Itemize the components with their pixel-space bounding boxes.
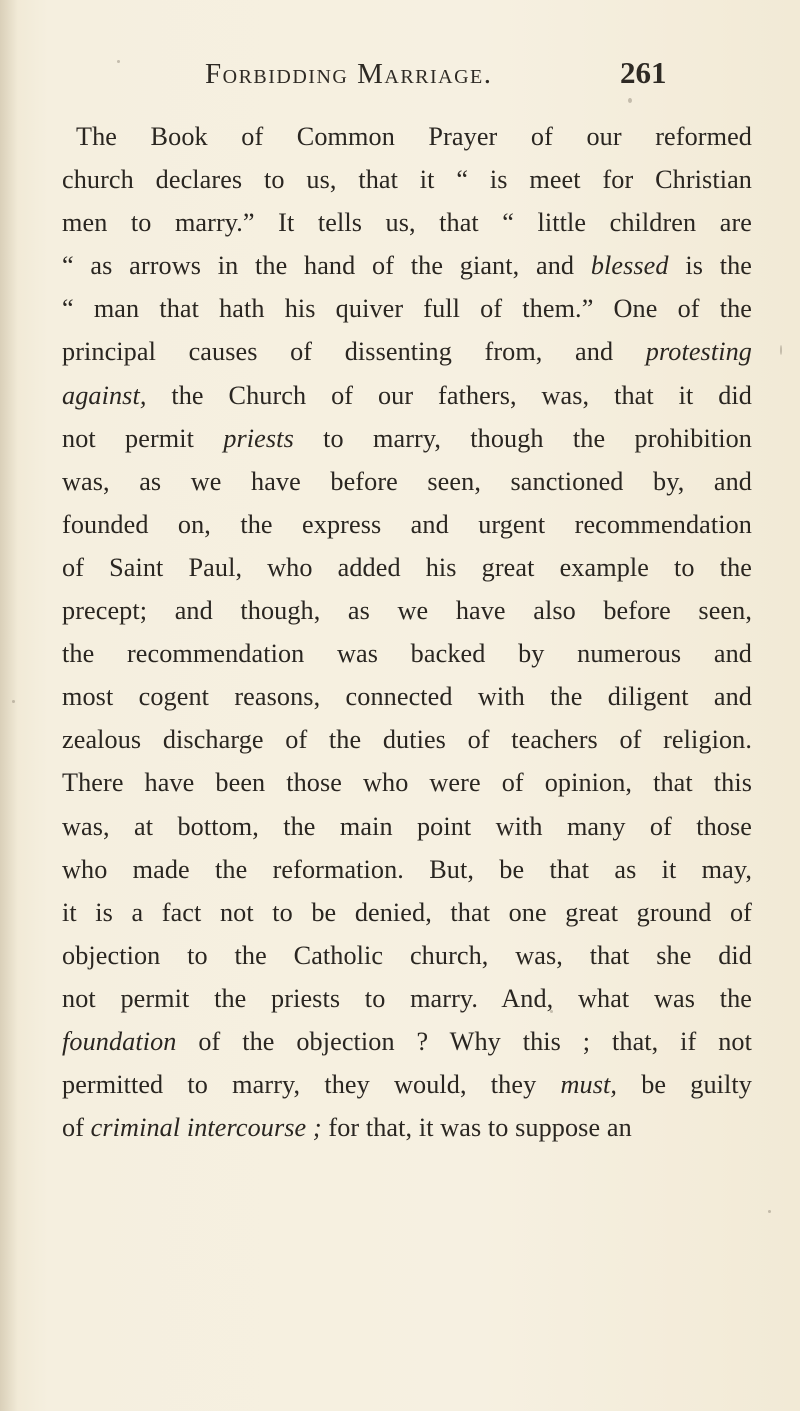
text-segment: it is a fact not to be denied, that one great ground of: [62, 897, 752, 927]
text-line: [62, 891, 752, 934]
text-line: [62, 201, 752, 244]
paper-speck: [117, 60, 120, 63]
italic-text: against,: [62, 380, 147, 410]
text-line: [62, 374, 752, 417]
text-segment: permitted to marry, they would, they: [62, 1070, 561, 1100]
text-line: [62, 848, 752, 891]
text-segment: to marry, though the prohibition: [293, 423, 752, 453]
text-line: [62, 589, 752, 632]
paper-speck: [550, 1010, 553, 1013]
text-segment: of Saint Paul, who added his great example to the: [62, 552, 752, 582]
italic-text: foundation: [62, 1026, 177, 1056]
text-line: [62, 761, 752, 804]
text-segment: principal causes of dissenting from, and: [62, 337, 646, 367]
text-segment: not permit the priests to marry. And, what was the: [62, 983, 752, 1013]
text-segment: was, as we have before seen, sanctioned by, and: [62, 466, 752, 496]
text-line: [62, 1106, 752, 1149]
text-line: [62, 287, 752, 330]
text-segment: not permit: [62, 423, 224, 453]
text-line: [62, 503, 752, 546]
text-line: [62, 115, 752, 158]
text-line: [62, 460, 752, 503]
text-segment: is the: [668, 251, 752, 281]
text-line: [62, 330, 752, 373]
text-segment: for that, it was to suppose an: [321, 1113, 632, 1143]
text-segment: the Church of our fathers, was, that it did: [146, 380, 752, 410]
text-segment: “ as arrows in the hand of the giant, and: [62, 251, 591, 281]
text-line: [62, 675, 752, 718]
italic-text: must,: [560, 1070, 618, 1100]
text-segment: founded on, the express and urgent recommendation: [62, 509, 752, 539]
text-segment: There have been those who were of opinion, that this: [62, 768, 752, 798]
text-segment: church declares to us, that it “ is meet for Christian: [62, 165, 752, 195]
italic-text: criminal intercourse ;: [90, 1113, 322, 1143]
page-number: 261: [620, 55, 667, 90]
text-segment: who made the reformation. But, be that as it may,: [62, 854, 752, 884]
body-text: [62, 115, 752, 1149]
text-segment: be guilty: [617, 1070, 753, 1100]
paper-speck: [12, 700, 15, 703]
text-line: [62, 934, 752, 977]
text-segment: was, at bottom, the main point with many of those: [62, 811, 752, 841]
text-segment: zealous discharge of the duties of teachers of religion.: [62, 725, 752, 755]
text-line: [62, 158, 752, 201]
text-segment: of the objection ? Why this ; that, if not: [176, 1026, 752, 1056]
page-gutter-shadow: [0, 0, 18, 1411]
running-head: [0, 48, 800, 98]
text-line: [62, 977, 752, 1020]
text-segment: men to marry.” It tells us, that “ little children are: [62, 208, 752, 238]
text-line: [62, 805, 752, 848]
italic-text: blessed: [590, 251, 669, 281]
text-segment: of: [62, 1113, 91, 1143]
italic-text: protesting: [645, 337, 752, 367]
text-segment: the recommendation was backed by numerous and: [62, 639, 752, 669]
running-title: Forbidding Marriage.: [205, 58, 493, 90]
text-line: [62, 244, 752, 287]
text-line: [62, 546, 752, 589]
text-segment: most cogent reasons, connected with the diligent and: [62, 682, 752, 712]
text-line: [62, 1020, 752, 1063]
text-line: [62, 1063, 752, 1106]
text-line: [62, 417, 752, 460]
italic-text: priests: [223, 423, 294, 453]
text-segment: The Book of Common Prayer of our reformed: [76, 122, 752, 151]
text-segment: “ man that hath his quiver full of them.” One of the: [62, 294, 752, 324]
text-line: [62, 718, 752, 761]
paper-speck: [768, 1210, 771, 1213]
text-line: [62, 632, 752, 675]
paper-speck: [780, 345, 782, 355]
text-segment: precept; and though, as we have also before seen,: [62, 596, 752, 626]
paper-speck: [628, 98, 632, 103]
text-segment: objection to the Catholic church, was, that she did: [62, 940, 752, 970]
